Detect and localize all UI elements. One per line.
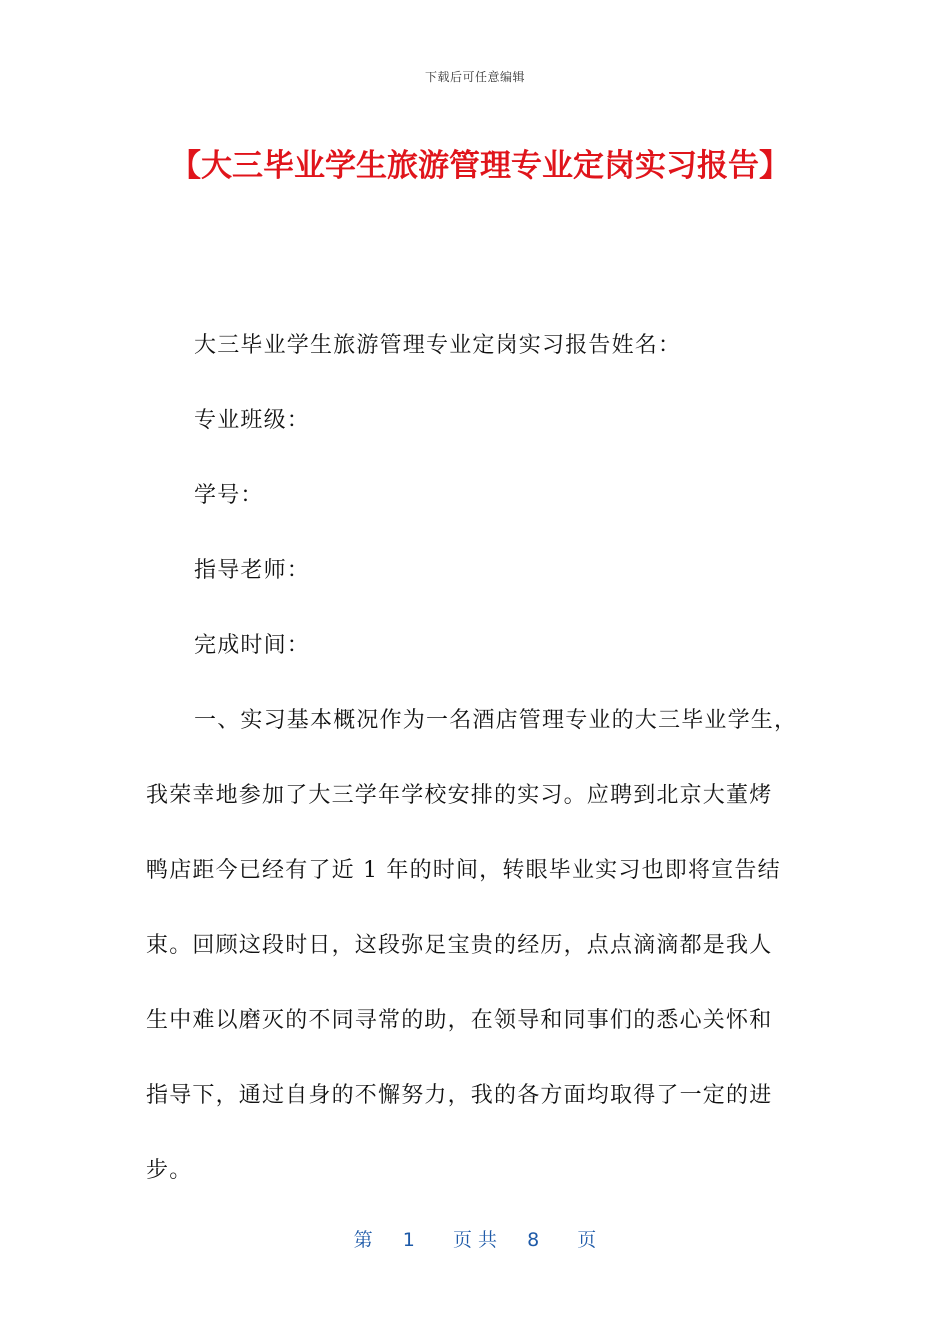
footer-page-number: 1: [402, 1229, 415, 1251]
footer-suffix: 页: [577, 1229, 597, 1251]
paragraph-line: 鸭店距今已经有了近 1 年的时间，转眼毕业实习也即将宣告结: [146, 858, 781, 883]
footer-mid: 页 共: [452, 1229, 498, 1251]
footer-total-pages: 8: [527, 1229, 540, 1251]
paragraph-line: 指导下，通过自身的不懈努力，我的各方面均取得了一定的进: [146, 1083, 773, 1108]
paragraph-line: 束。回顾这段时日，这段弥足宝贵的经历，点点滴滴都是我人: [146, 933, 773, 958]
advisor-field: 指导老师：: [194, 558, 311, 583]
major-class-field: 专业班级：: [194, 408, 311, 433]
page-footer: [0, 1225, 950, 1252]
paragraph-line: 生中难以磨灭的不同寻常的助，在领导和同事们的悉心关怀和: [146, 1008, 773, 1033]
header-note: 下载后可任意编辑: [424, 70, 525, 84]
completion-time-field: 完成时间：: [194, 633, 311, 658]
document-body: [146, 326, 798, 1226]
student-id-field: 学号：: [194, 483, 264, 508]
document-title: 【大三毕业学生旅游管理专业定岗实习报告】: [170, 148, 790, 184]
paragraph-line: 步。: [146, 1158, 193, 1183]
name-field-line: 大三毕业学生旅游管理专业定岗实习报告姓名：: [194, 333, 682, 358]
paragraph-line: 一、实习基本概况作为一名酒店管理专业的大三毕业学生，: [194, 708, 798, 733]
footer-prefix: 第: [353, 1229, 373, 1251]
paragraph-line: 我荣幸地参加了大三学年学校安排的实习。应聘到北京大董烤: [146, 783, 773, 808]
